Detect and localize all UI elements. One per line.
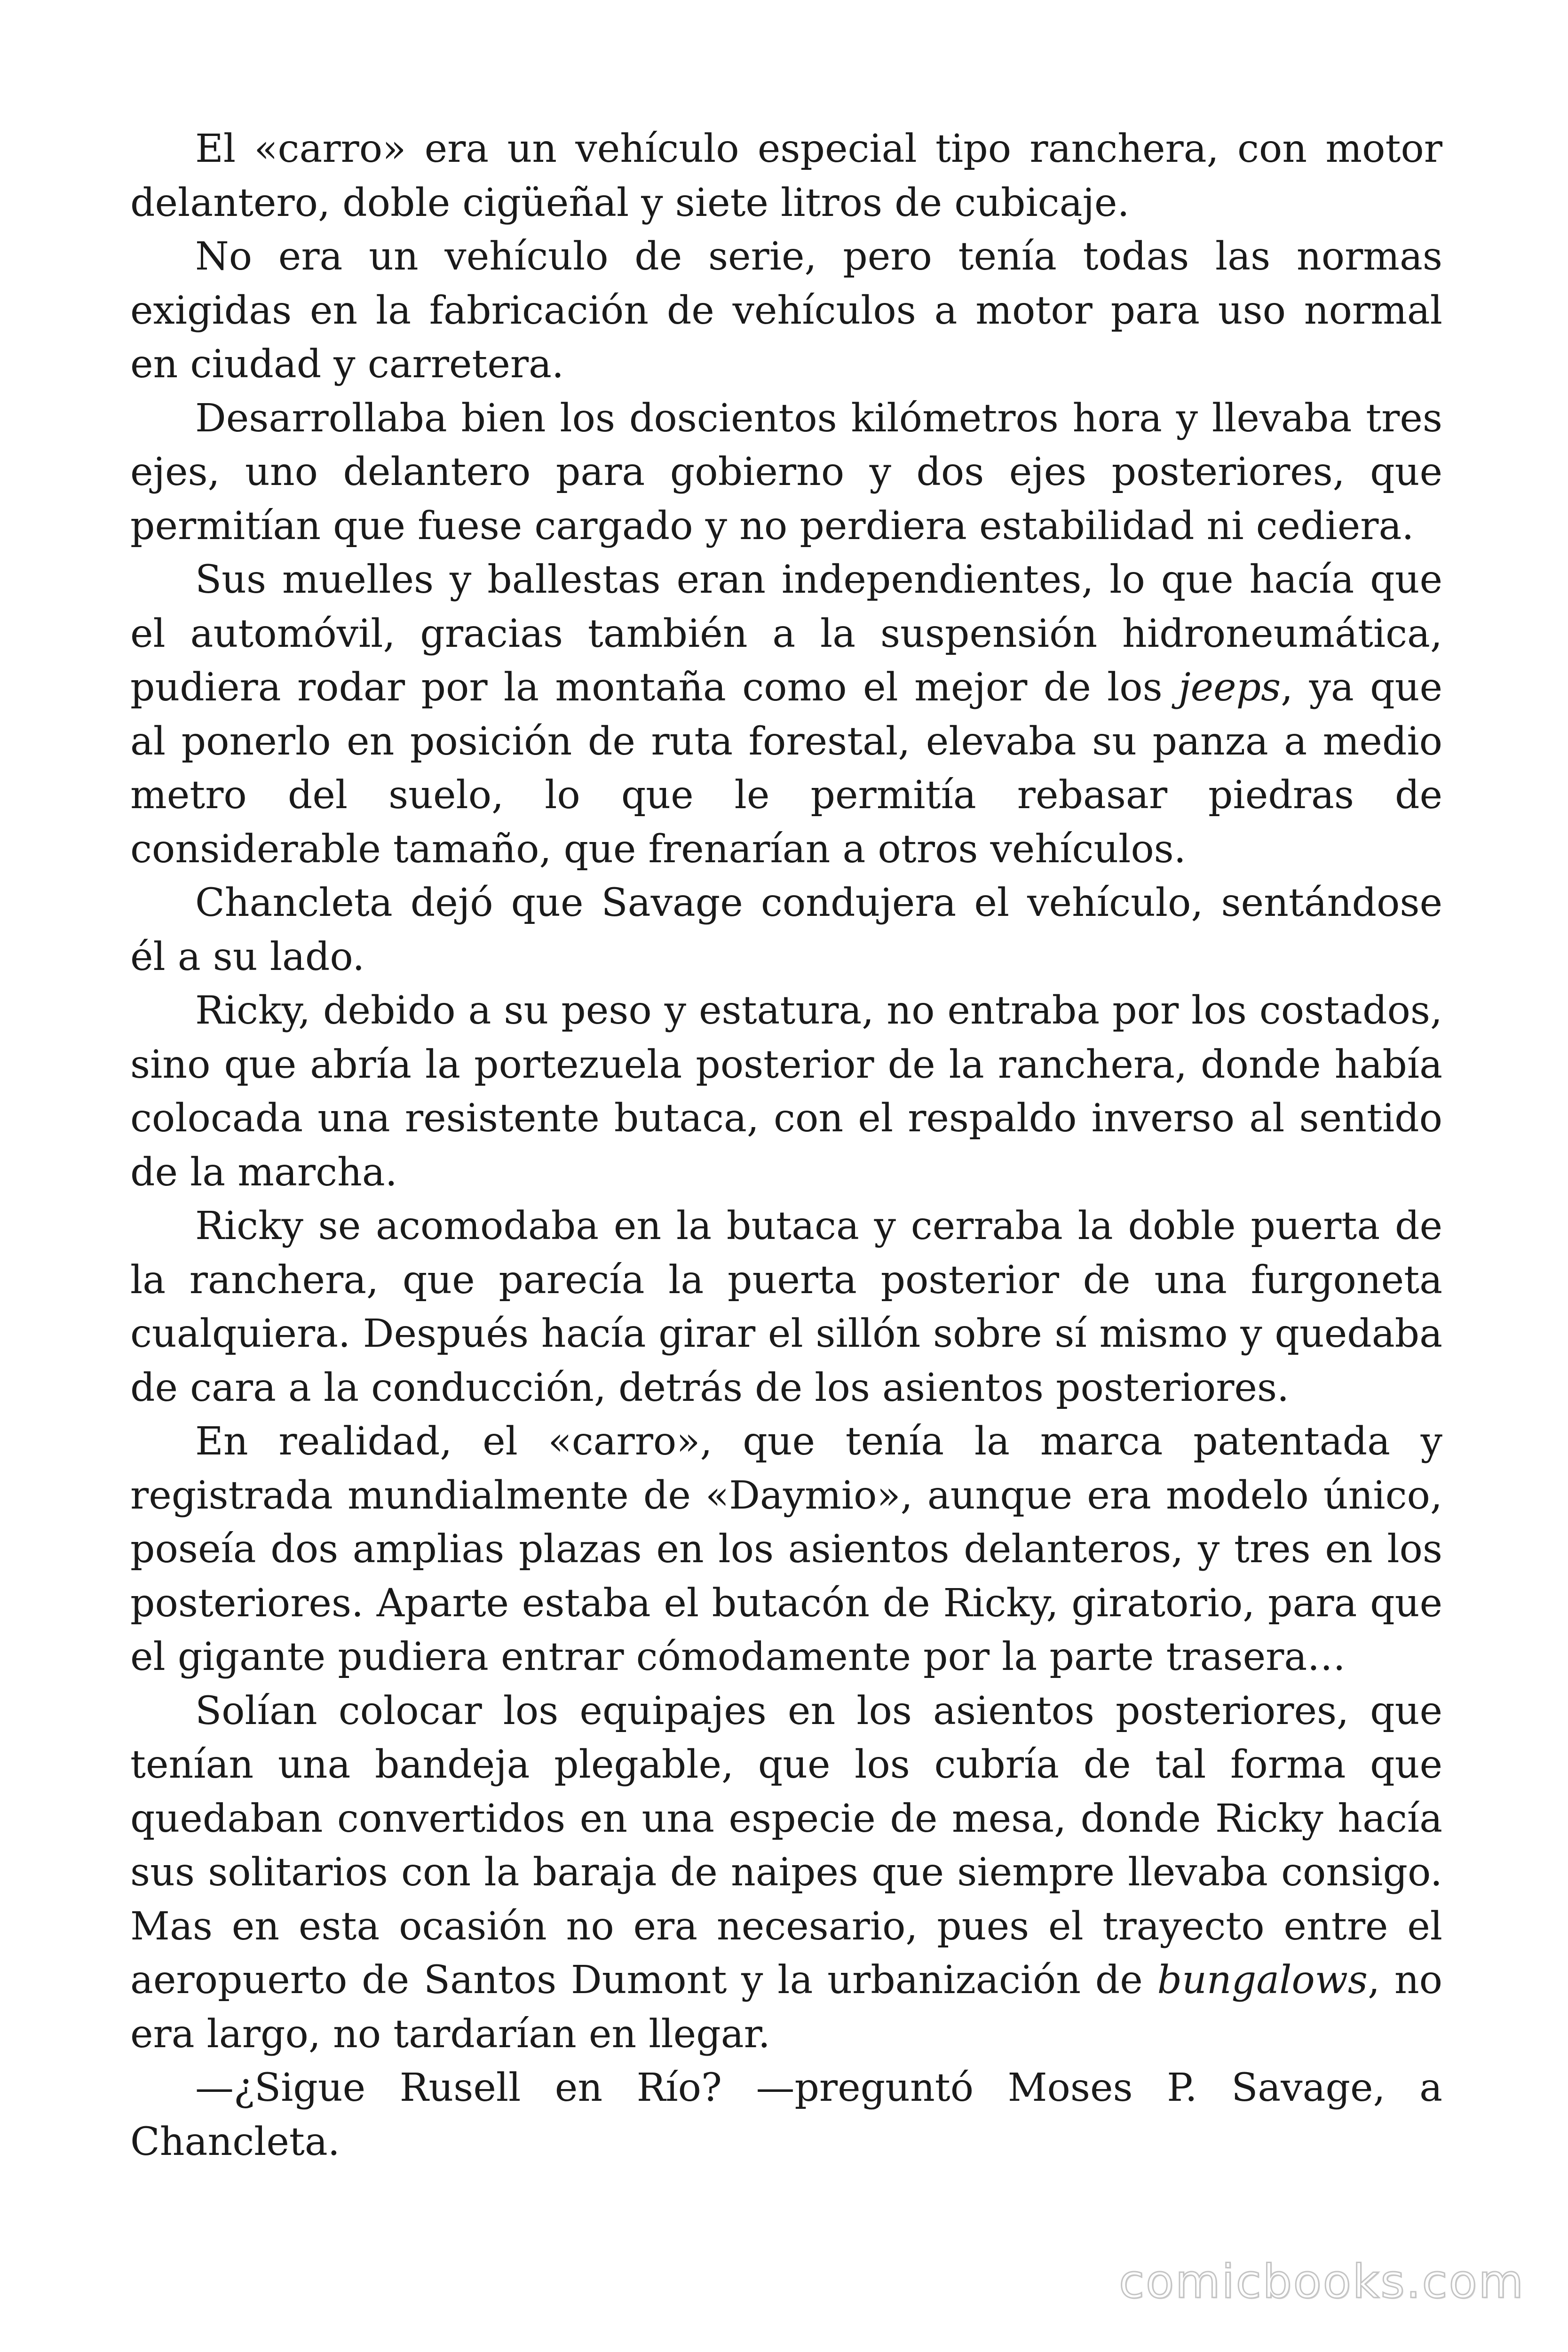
text-run: , ya que al ponerlo en posición de ruta forestal, elevaba su panza a medio metro del suelo, lo que le permitía rebasar piedras de considerable tamaño, que frenarían a otros vehículos. <box>130 665 1442 872</box>
paragraph <box>130 392 1442 554</box>
paragraph <box>130 553 1442 876</box>
text-run: Sus muelles y ballestas eran independientes, lo que hacía que el automóvil, gracias también a la suspensión hidroneumática, pudiera rodar por la montaña como el mejor de los <box>130 557 1442 710</box>
text-run: El «carro» era un vehículo especial tipo ranchera, con motor delantero, doble cigüeñal y siete litros de cubicaje. <box>130 127 1442 225</box>
text-run: Ricky, debido a su peso y estatura, no entraba por los costados, sino que abría la portezuela posterior de la ranchera, donde había colocada una resistente butaca, con el respaldo inverso al sentido de la marcha. <box>130 988 1442 1195</box>
paragraph <box>130 876 1442 984</box>
text-run: Desarrollaba bien los doscientos kilómetros hora y llevaba tres ejes, uno delantero para gobierno y dos ejes posteriores, que permitían que fuese cargado y no perdiera estabilidad ni cediera. <box>130 396 1442 548</box>
text-run: Chancleta dejó que Savage condujera el vehículo, sentándose él a su lado. <box>130 881 1442 979</box>
text-run: Ricky se acomodaba en la butaca y cerraba la doble puerta de la ranchera, que parecía la puerta posterior de una furgoneta cualquiera. Después hacía girar el sillón sobre sí mismo y quedaba de cara a la conducción, detrás de los asientos posteriores. <box>130 1204 1442 1410</box>
italic-term: bungalows <box>1157 1958 1368 2002</box>
watermark: comicbooks.com <box>1119 2255 1525 2309</box>
text-run: No era un vehículo de serie, pero tenía todas las normas exigidas en la fabricación de vehículos a motor para uso normal en ciudad y carretera. <box>130 234 1442 387</box>
paragraph <box>130 122 1442 230</box>
paragraph <box>130 1415 1442 1685</box>
paragraph <box>130 2061 1442 2169</box>
text-run: Solían colocar los equipajes en los asientos posteriores, que tenían una bandeja plegable, que los cubría de tal forma que quedaban convertidos en una especie de mesa, donde Ricky hacía sus solitarios con la baraja de naipes que siempre llevaba consigo. Mas en esta ocasión no era necesario, pues el trayecto entre el aeropuerto de Santos Dumont y la urbanización de <box>130 1688 1442 2002</box>
text-run: , no era largo, no tardarían en llegar. <box>130 1958 1442 2057</box>
body-text <box>130 122 1442 2169</box>
paragraph <box>130 1200 1442 1415</box>
paragraph <box>130 984 1442 1200</box>
paragraph <box>130 1685 1442 2062</box>
italic-term: jeeps <box>1179 665 1281 710</box>
text-run: —¿Sigue Rusell en Río? —preguntó Moses P. Savage, a Chancleta. <box>130 2066 1442 2164</box>
paragraph <box>130 230 1442 392</box>
text-run: En realidad, el «carro», que tenía la marca patentada y registrada mundialmente de «Daymio», aunque era modelo único, poseía dos amplias plazas en los asientos delanteros, y tres en los posteriores. Aparte estaba el butacón de Ricky, giratorio, para que el gigante pudiera entrar cómodamente por la parte trasera… <box>130 1419 1442 1679</box>
